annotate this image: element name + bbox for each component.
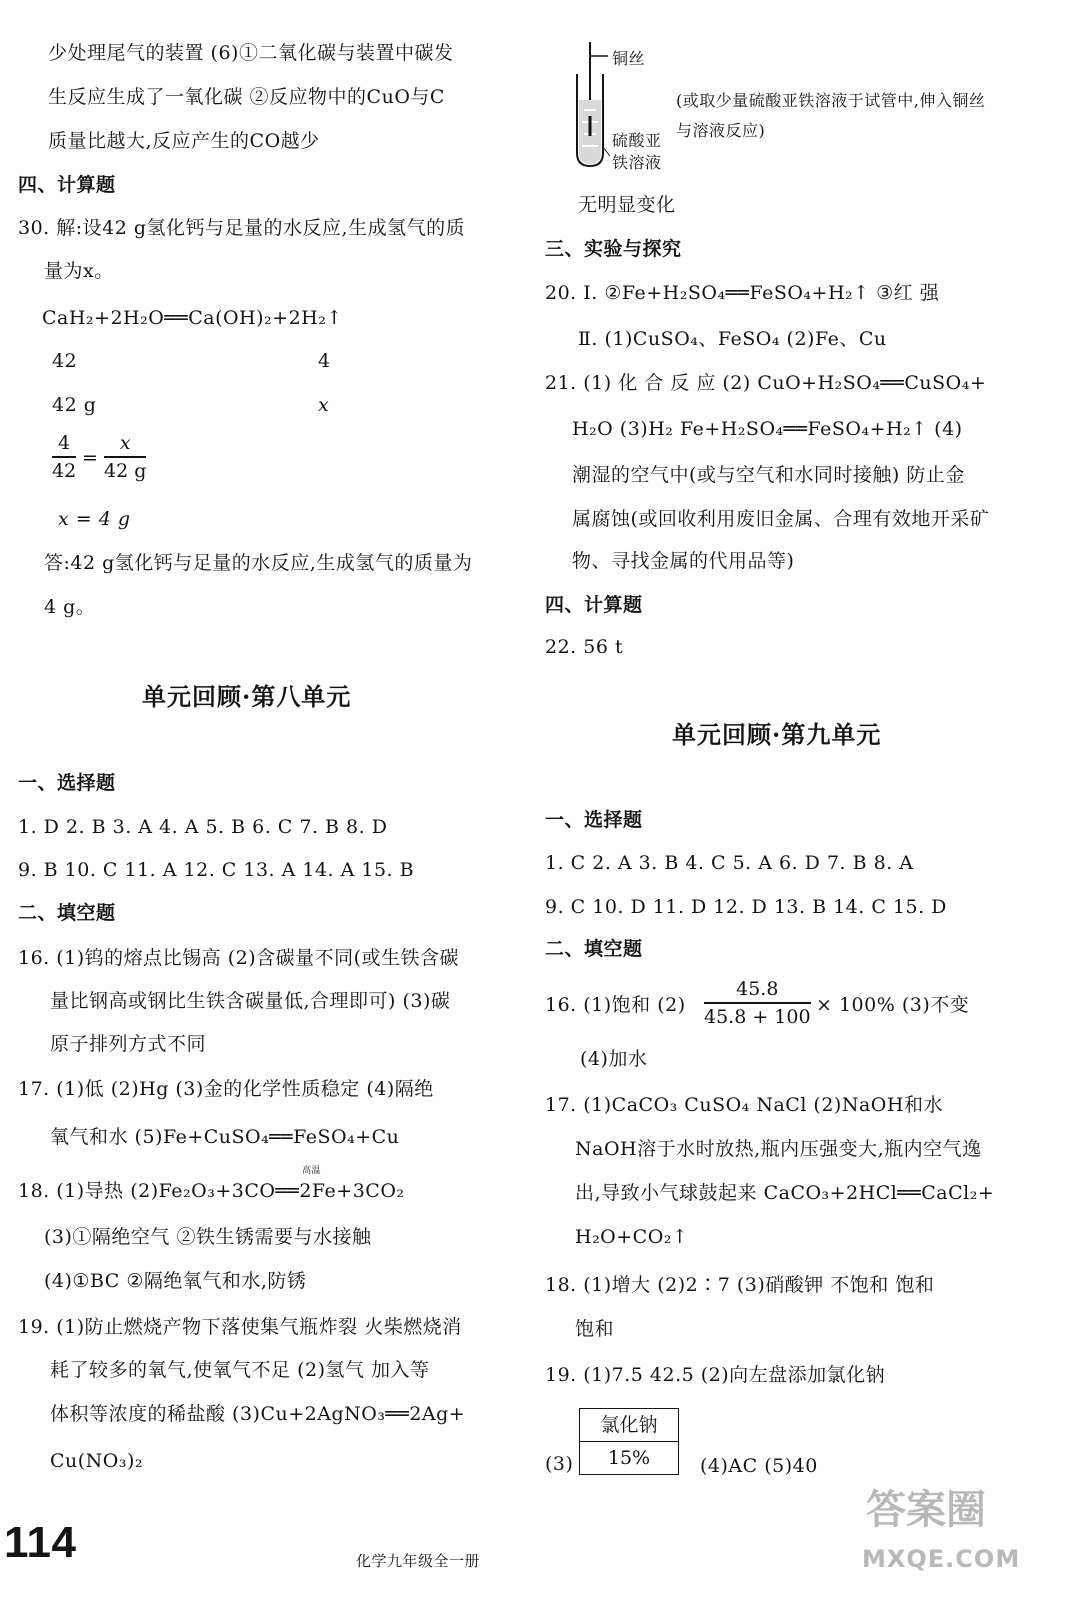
tube-label-solution-2: 铁溶液 [612,153,662,172]
unit-9-title: 单元回顾·第九单元 [672,720,882,749]
fraction-denominator: 45.8 + 100 [704,1005,811,1028]
q16-prefix: 16. (1)饱和 (2) [545,994,686,1016]
section-heading: 四、计算题 [545,594,643,616]
fraction-denominator: 42 g [104,459,147,482]
reaction-condition: 高温 [302,1166,322,1176]
q17-line-3: 出,导致小气球鼓起来 CaCO₃+2HCl══CaCl₂+ [575,1182,995,1204]
left-line-1: 少处理尾气的装置 (6)①二氧化碳与装置中碳发 [48,42,454,64]
q19-line-2: 耗了较多的氧气,使氧气不足 (2)氢气 加入等 [50,1359,430,1381]
alt-method-1: (或取少量硫酸亚铁溶液于试管中,伸入铜丝 [676,91,986,110]
q18-line-3: (4)①BC ②隔绝氧气和水,防锈 [44,1270,307,1292]
q19-part-3-label: (3) [545,1453,574,1475]
q19-line-1: 19. (1)防止燃烧产物下落使集气瓶炸裂 火柴燃烧消 [18,1316,462,1338]
mc-answers-2: 9. B 10. C 11. A 12. C 13. A 14. A 15. B [18,859,415,881]
q19-line-3: 体积等浓度的稀盐酸 (3)Cu+2AgNO₃══2Ag+ [50,1403,466,1425]
fraction-numerator: 4 [58,432,71,454]
reagent-concentration: 15% [580,1441,678,1474]
watermark-url: MXQE.COM [862,1545,1021,1573]
q16-line-1: 16. (1)钨的熔点比锡高 (2)含碳量不同(或生铁含碳 [18,947,460,969]
q17-line-1: 17. (1)CaCO₃ CuSO₄ NaCl (2)NaOH和水 [545,1094,943,1116]
watermark-logo: 答案圈 [866,1487,986,1533]
test-tube-diagram [570,38,610,173]
q21-line-3: 潮湿的空气中(或与空气和水同时接触) 防止金 [572,464,965,486]
q19-line-4: Cu(NO₃)₂ [50,1450,144,1472]
q17-line-4: H₂O+CO₂↑ [575,1226,689,1248]
fraction-bar [704,1002,811,1004]
chem-equation: CaH₂+2H₂O══Ca(OH)₂+2H₂↑ [42,307,343,329]
q16-line-3: 原子排列方式不同 [50,1033,207,1055]
fraction-bar [52,456,76,458]
reagent-label-table [579,1408,679,1475]
q21-line-5: 物、寻找金属的代用品等) [572,550,795,572]
section-heading: 一、选择题 [18,772,116,794]
q19-line-rest: (4)AC (5)40 [700,1455,818,1477]
fraction-denominator: 42 [52,459,77,482]
q30-line-1: 30. 解:设42 g氢化钙与足量的水反应,生成氢气的质 [18,217,466,239]
equals-sign: = [82,447,99,469]
fraction-right [104,432,146,482]
q18-line-2: 饱和 [575,1318,615,1340]
fraction-numerator: 45.8 [736,978,779,1000]
q30-line-2: 量为x。 [44,260,114,282]
left-line-2: 生反应生成了一氧化碳 ②反应物中的CuO与C [48,86,445,108]
section-heading: 四、计算题 [18,174,116,196]
left-line-3: 质量比越大,反应产生的CO越少 [48,130,320,152]
q21-line-4: 属腐蚀(或回收利用废旧金属、合理有效地开采矿 [572,508,990,530]
q19-line-1: 19. (1)7.5 42.5 (2)向左盘添加氯化钠 [545,1364,886,1386]
q18-line-1: 18. (1)导热 (2)Fe₂O₃+3CO══2Fe+3CO₂ [18,1180,405,1202]
fraction-bar [104,456,146,458]
q16-line-2: (4)加水 [580,1048,648,1070]
q18-line-1: 18. (1)增大 (2)2∶7 (3)硝酸钾 不饱和 饱和 [545,1274,935,1296]
answer-line-2: 4 g。 [44,596,96,618]
q17-line-2: 氧气和水 (5)Fe+CuSO₄══FeSO₄+Cu [50,1126,400,1148]
page-number: 114 [4,1518,77,1567]
q16-suffix: × 100% (3)不变 [816,994,970,1016]
q21-line-2: H₂O (3)H₂ Fe+H₂SO₄══FeSO₄+H₂↑ (4) [572,418,963,440]
q17-line-2: NaOH溶于水时放热,瓶内压强变大,瓶内空气逸 [575,1138,982,1160]
q21-line-1: 21. (1) 化 合 反 应 (2) CuO+H₂SO₄══CuSO₄+ [545,372,987,394]
observation: 无明显变化 [578,194,676,216]
x-result: x = 4 g [58,508,131,530]
q20-line-2: Ⅱ. (1)CuSO₄、FeSO₄ (2)Fe、Cu [578,328,887,350]
mass-value-1: 42 g [52,394,97,416]
section-heading: 二、填空题 [18,902,116,924]
q16-line-2: 量比钢高或钢比生铁含碳量低,合理即可) (3)碳 [50,990,451,1012]
tube-label-solution-1: 硫酸亚 [612,131,662,150]
q17-line-1: 17. (1)低 (2)Hg (3)金的化学性质稳定 (4)隔绝 [18,1078,434,1100]
mc-answers-2: 9. C 10. D 11. D 12. D 13. B 14. C 15. D [545,896,947,918]
unit-8-title: 单元回顾·第八单元 [142,682,352,711]
section-heading: 三、实验与探究 [545,238,682,260]
alt-method-2: 与溶液反应) [676,121,766,140]
percentage-fraction [704,978,811,1028]
q18-line-2: (3)①隔绝空气 ②铁生锈需要与水接触 [44,1226,372,1248]
fraction-numerator: x [119,432,131,454]
mc-answers-1: 1. D 2. B 3. A 4. A 5. B 6. C 7. B 8. D [18,816,388,838]
fraction-left [52,432,76,482]
tube-label-wire: 铜丝 [612,49,646,68]
mass-value-2: x [318,394,330,416]
answer-line-1: 答:42 g氢化钙与足量的水反应,生成氢气的质量为 [44,552,473,574]
section-heading: 一、选择题 [545,809,643,831]
q20-line-1: 20. Ⅰ. ②Fe+H₂SO₄══FeSO₄+H₂↑ ③红 强 [545,282,940,304]
molar-mass-2: 4 [318,350,331,372]
reagent-name: 氯化钠 [600,1414,658,1436]
section-heading: 二、填空题 [545,938,643,960]
mc-answers-1: 1. C 2. A 3. B 4. C 5. A 6. D 7. B 8. A [545,852,914,874]
book-title: 化学九年级全一册 [356,1552,481,1570]
q22-answer: 22. 56 t [545,636,624,658]
molar-mass-1: 42 [52,350,78,372]
